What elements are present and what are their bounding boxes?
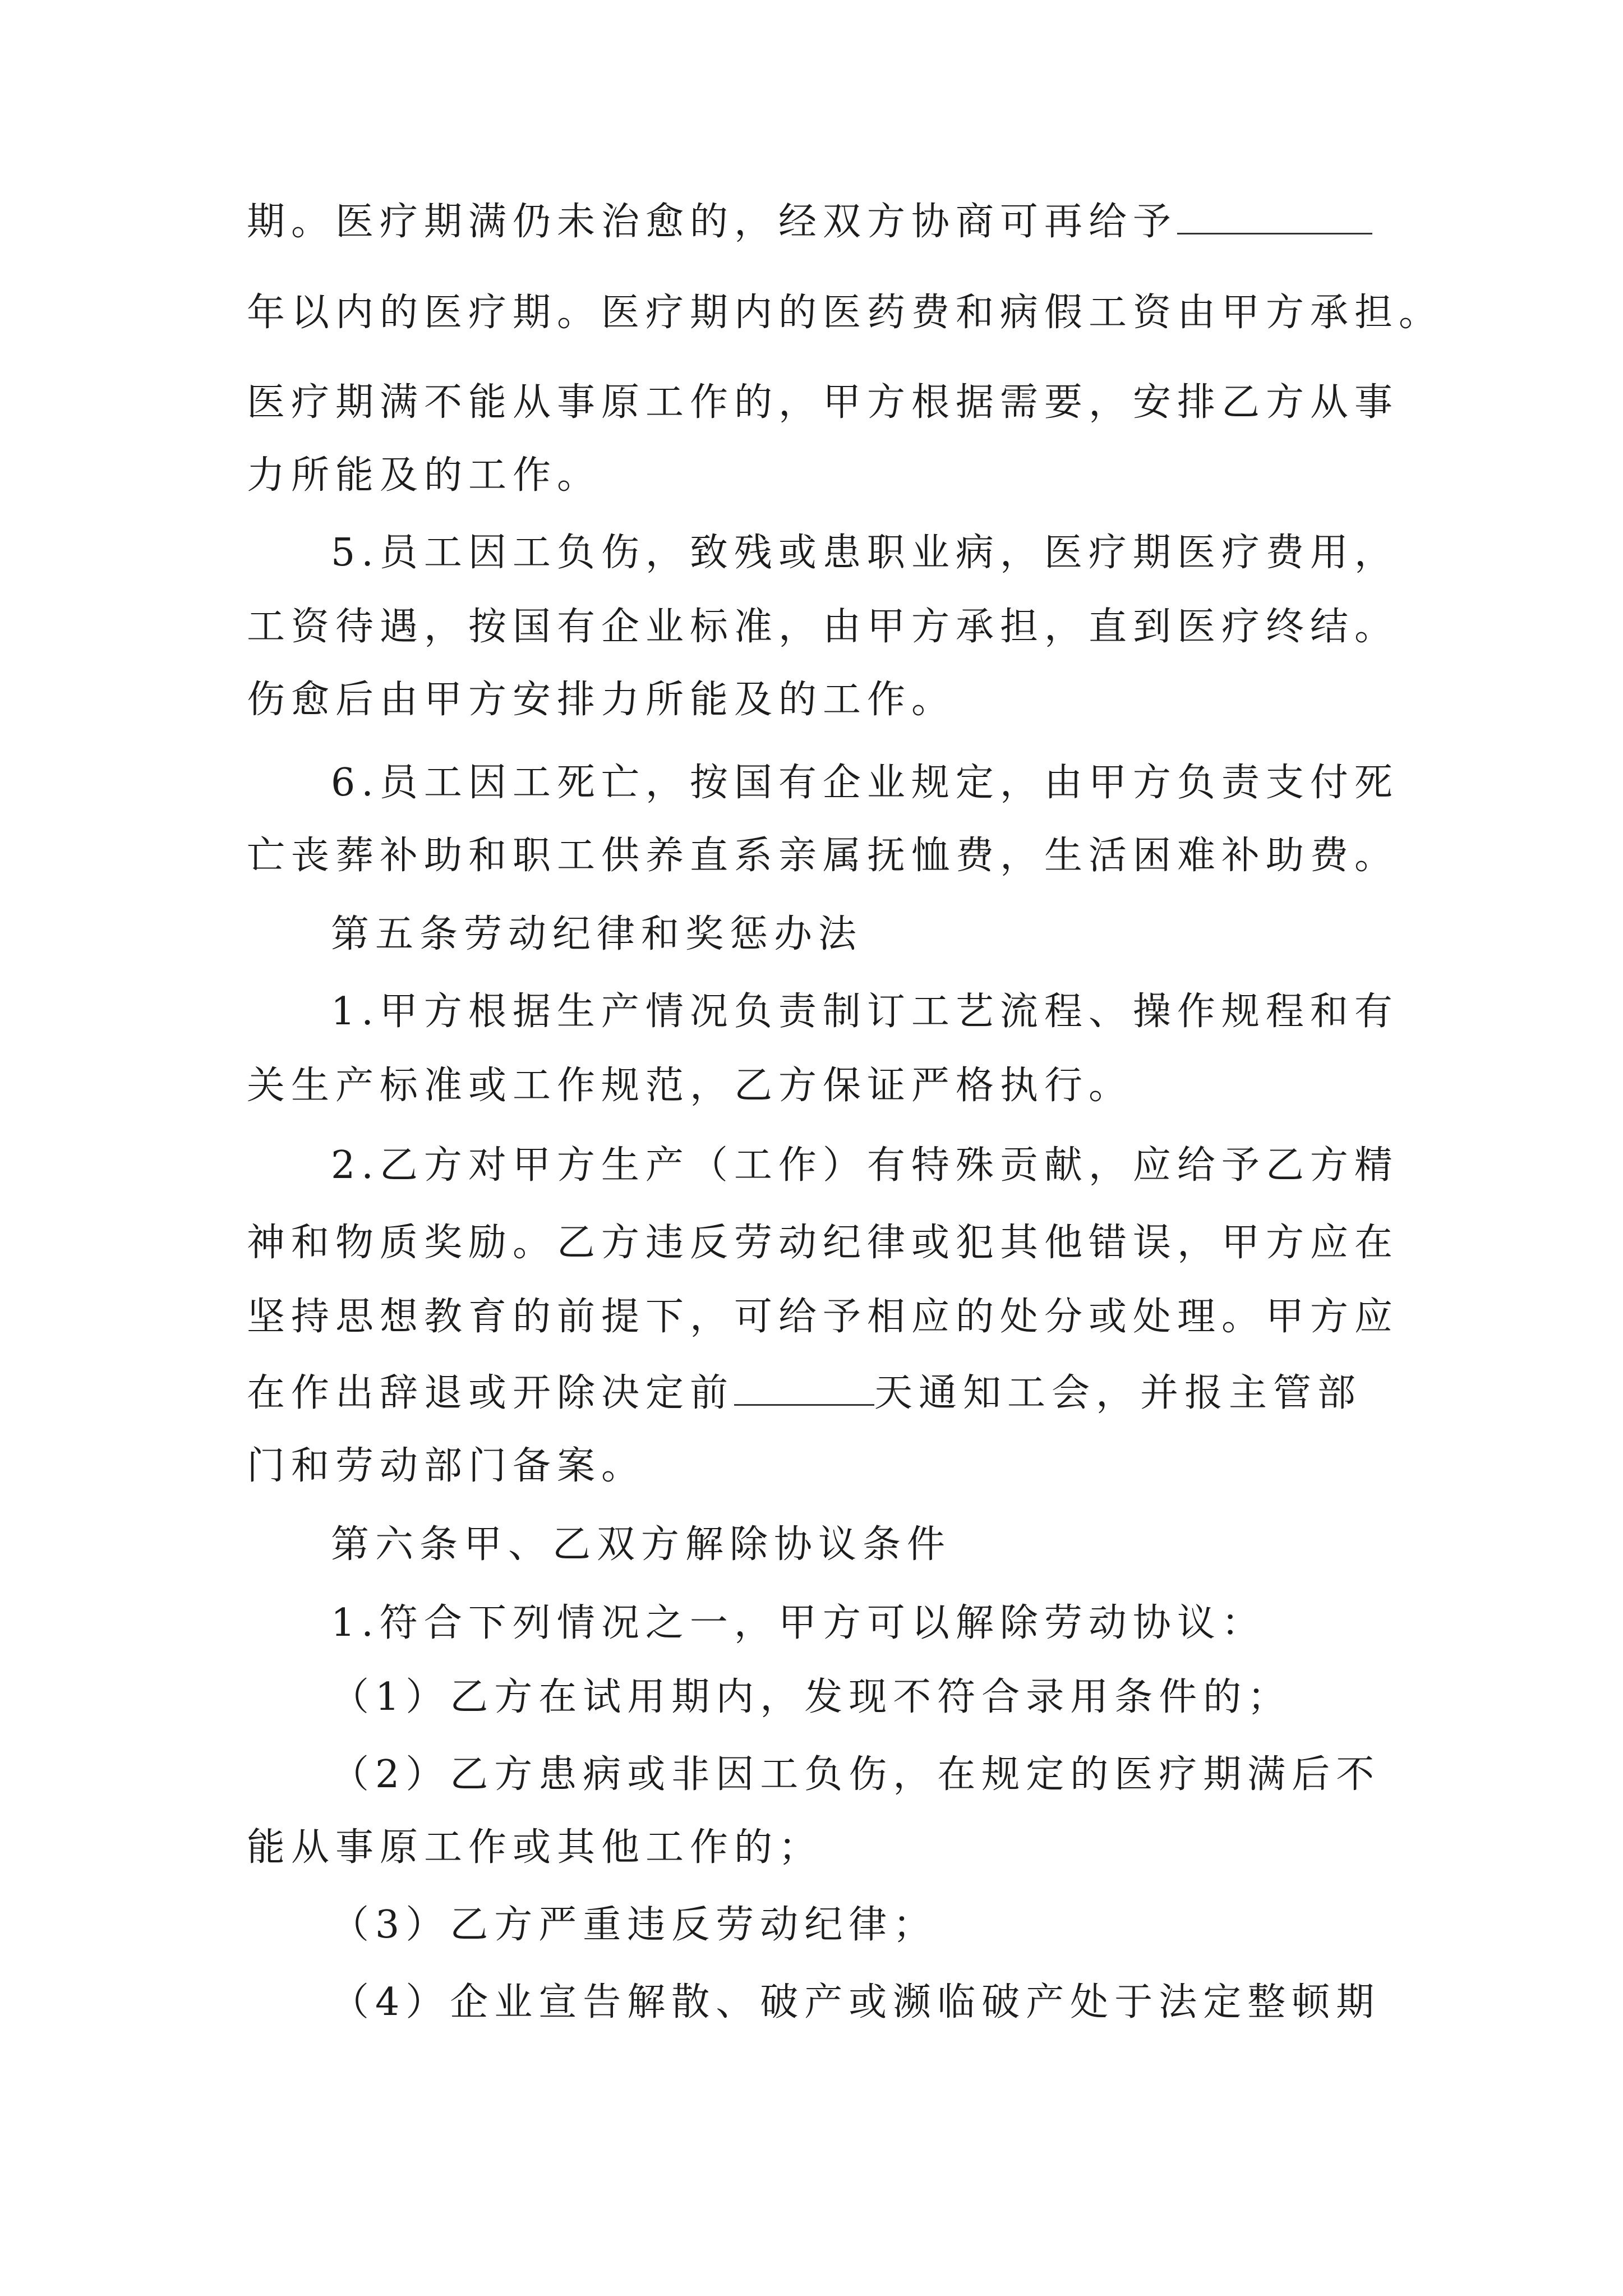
list-item: （1）乙方在试用期内，发现不符合录用条件的； — [331, 1675, 1292, 1719]
section-heading: 第六条甲、乙双方解除协议条件 — [331, 1522, 952, 1567]
text-line: 6.员工因工死亡，按国有企业规定，由甲方负责支付死 — [331, 761, 1399, 805]
text-line: 5.员工因工负伤，致残或患职业病，医疗期医疗费用， — [331, 531, 1399, 575]
text-line: 力所能及的工作。 — [247, 453, 602, 498]
list-item: （3）乙方严重违反劳动纪律； — [331, 1903, 938, 1947]
text-line: 门和劳动部门备案。 — [247, 1444, 646, 1488]
text-line: 医疗期满不能从事原工作的，甲方根据需要，安排乙方从事 — [247, 380, 1399, 425]
text-line: 2.乙方对甲方生产（工作）有特殊贡献，应给予乙方精 — [331, 1143, 1399, 1188]
text-line: 期。医疗期满仍未治愈的，经双方协商可再给予 — [247, 195, 1372, 249]
text-line: 亡丧葬补助和职工供养直系亲属抚恤费，生活困难补助费。 — [247, 834, 1399, 878]
list-item: （4）企业宣告解散、破产或濒临破产处于法定整顿期 — [331, 1980, 1381, 2024]
text-line: 神和物质奖励。乙方违反劳动纪律或犯其他错误，甲方应在 — [247, 1221, 1399, 1265]
text-line: 年以内的医疗期。医疗期内的医药费和病假工资由甲方承担。 — [247, 291, 1444, 335]
text-line: 坚持思想教育的前提下，可给予相应的处分或处理。甲方应 — [247, 1295, 1399, 1339]
fill-in-blank — [734, 1369, 874, 1406]
fill-in-blank — [1177, 198, 1372, 234]
text-line: 1.甲方根据生产情况负责制订工艺流程、操作规程和有 — [331, 990, 1399, 1034]
text-line: 在作出辞退或开除决定前 天通知工会，并报主管部 — [247, 1366, 1362, 1420]
text-line: 1.符合下列情况之一，甲方可以解除劳动协议： — [331, 1601, 1266, 1645]
section-heading: 第五条劳动纪律和奖惩办法 — [331, 912, 863, 956]
text-line: 伤愈后由甲方安排力所能及的工作。 — [247, 678, 956, 722]
text-line: 能从事原工作或其他工作的； — [247, 1825, 823, 1870]
text-line: 工资待遇，按国有企业标准，由甲方承担，直到医疗终结。 — [247, 605, 1399, 649]
list-item: （2）乙方患病或非因工负伤，在规定的医疗期满后不 — [331, 1752, 1381, 1797]
text-line: 关生产标准或工作规范，乙方保证严格执行。 — [247, 1064, 1133, 1108]
